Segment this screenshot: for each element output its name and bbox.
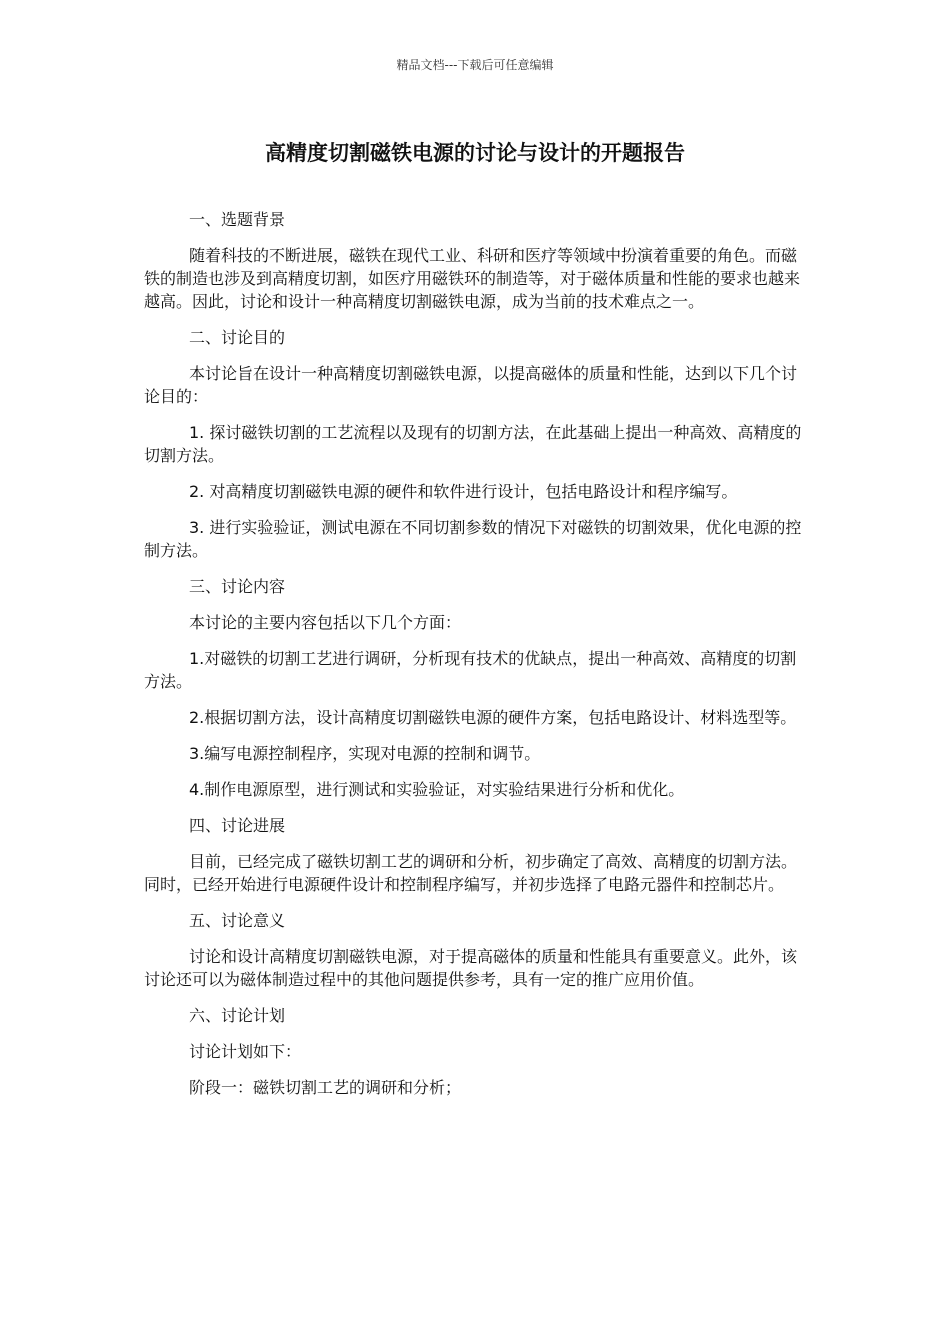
paragraph-purpose-intro: 本讨论旨在设计一种高精度切割磁铁电源，以提高磁体的质量和性能，达到以下几个讨论目的： (144, 364, 798, 406)
section-heading-plan: 六、讨论计划 (189, 1006, 286, 1025)
page-header: 精品文档---下载后可任意编辑 (396, 58, 554, 72)
list-item-content-3: 3.编写电源控制程序，实现对电源的控制和调节。 (189, 744, 541, 763)
paragraph-background: 随着科技的不断进展，磁铁在现代工业、科研和医疗等领域中扮演着重要的角色。而磁铁的制造也涉及到高精度切割，如医疗用磁铁环的制造等，对于磁体质量和性能的要求也越来越高。因此，讨论和设计一种高精度切割磁铁电源，成为当前的技术难点之一。 (144, 246, 801, 311)
paragraph-significance: 讨论和设计高精度切割磁铁电源，对于提高磁体的质量和性能具有重要意义。此外，该讨论还可以为磁体制造过程中的其他问题提供参考，具有一定的推广应用价值。 (144, 947, 798, 989)
list-item-plan-stage-1: 阶段一：磁铁切割工艺的调研和分析； (189, 1078, 462, 1097)
document-title: 高精度切割磁铁电源的讨论与设计的开题报告 (265, 141, 685, 165)
list-item-purpose-2: 2. 对高精度切割磁铁电源的硬件和软件进行设计，包括电路设计和程序编写。 (189, 482, 738, 501)
section-heading-progress: 四、讨论进展 (189, 816, 286, 835)
paragraph-plan-intro: 讨论计划如下： (189, 1042, 302, 1061)
section-heading-background: 一、选题背景 (189, 210, 286, 229)
paragraph-content-intro: 本讨论的主要内容包括以下几个方面： (189, 613, 462, 632)
list-item-content-2: 2.根据切割方法，设计高精度切割磁铁电源的硬件方案，包括电路设计、材料选型等。 (189, 708, 797, 727)
list-item-purpose-1: 1. 探讨磁铁切割的工艺流程以及现有的切割方法，在此基础上提出一种高效、高精度的切割方法。 (144, 423, 802, 465)
list-item-content-4: 4.制作电源原型，进行测试和实验验证，对实验结果进行分析和优化。 (189, 780, 685, 799)
section-heading-content: 三、讨论内容 (189, 577, 286, 596)
section-heading-purpose: 二、讨论目的 (189, 328, 286, 347)
list-item-purpose-3: 3. 进行实验验证，测试电源在不同切割参数的情况下对磁铁的切割效果，优化电源的控制方法。 (144, 518, 802, 560)
list-item-content-1: 1.对磁铁的切割工艺进行调研，分析现有技术的优缺点，提出一种高效、高精度的切割方法。 (144, 649, 797, 691)
document-body (144, 208, 810, 1112)
paragraph-progress: 目前，已经完成了磁铁切割工艺的调研和分析，初步确定了高效、高精度的切割方法。同时，已经开始进行电源硬件设计和控制程序编写，并初步选择了电路元器件和控制芯片。 (144, 852, 798, 894)
section-heading-significance: 五、讨论意义 (189, 911, 286, 930)
